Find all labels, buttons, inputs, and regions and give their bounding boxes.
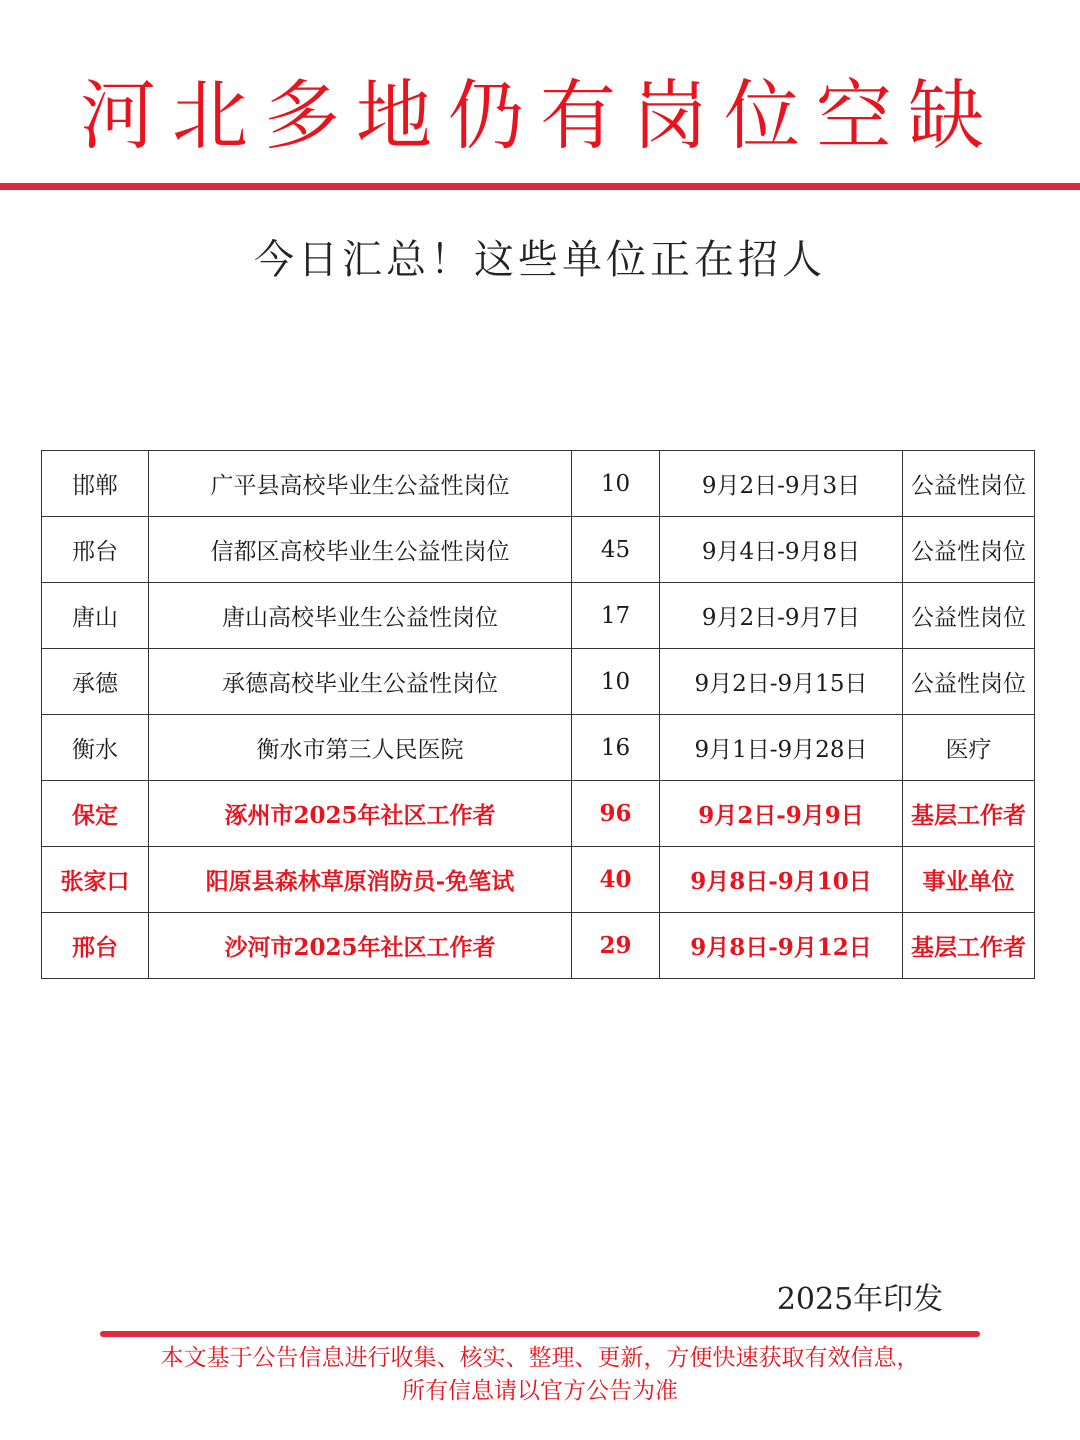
city-cell: 唐山 (42, 583, 149, 649)
period-cell: 9月1日-9月28日 (660, 715, 903, 781)
city-cell: 承德 (42, 649, 149, 715)
category-cell: 医疗 (903, 715, 1035, 781)
footer-divider (100, 1331, 980, 1337)
category-cell: 基层工作者 (903, 781, 1035, 847)
category-cell: 事业单位 (903, 847, 1035, 913)
unit-cell: 信都区高校毕业生公益性岗位 (149, 517, 572, 583)
job-vacancy-table (41, 450, 1035, 979)
category-cell: 公益性岗位 (903, 583, 1035, 649)
count-cell: 10 (572, 451, 660, 517)
category-cell: 公益性岗位 (903, 451, 1035, 517)
table-row (42, 847, 1035, 913)
disclaimer-line-1: 本文基于公告信息进行收集、核实、整理、更新，方便快速获取有效信息， (160, 1345, 920, 1371)
unit-cell: 广平县高校毕业生公益性岗位 (149, 451, 572, 517)
table-row (42, 715, 1035, 781)
category-cell: 公益性岗位 (903, 649, 1035, 715)
table-row (42, 517, 1035, 583)
category-cell: 基层工作者 (903, 913, 1035, 979)
count-cell: 45 (572, 517, 660, 583)
table-row (42, 451, 1035, 517)
count-cell: 17 (572, 583, 660, 649)
period-cell: 9月2日-9月3日 (660, 451, 903, 517)
count-cell: 96 (572, 781, 660, 847)
table-row (42, 649, 1035, 715)
period-cell: 9月2日-9月7日 (660, 583, 903, 649)
category-cell: 公益性岗位 (903, 517, 1035, 583)
unit-cell: 沙河市2025年社区工作者 (149, 913, 572, 979)
unit-cell: 唐山高校毕业生公益性岗位 (149, 583, 572, 649)
unit-cell: 涿州市2025年社区工作者 (149, 781, 572, 847)
period-cell: 9月8日-9月12日 (660, 913, 903, 979)
city-cell: 邢台 (42, 913, 149, 979)
unit-cell: 衡水市第三人民医院 (149, 715, 572, 781)
period-cell: 9月8日-9月10日 (660, 847, 903, 913)
page-subtitle: 今日汇总！这些单位正在招人 (254, 237, 826, 283)
title-divider (0, 183, 1080, 190)
table-row (42, 781, 1035, 847)
period-cell: 9月4日-9月8日 (660, 517, 903, 583)
unit-cell: 阳原县森林草原消防员-免笔试 (149, 847, 572, 913)
issue-date: 2025年印发 (776, 1282, 944, 1317)
page-title: 河北多地仍有岗位空缺 (80, 71, 1000, 160)
disclaimer-line-2: 所有信息请以官方公告为准 (402, 1378, 678, 1404)
count-cell: 16 (572, 715, 660, 781)
city-cell: 邯郸 (42, 451, 149, 517)
disclaimer (0, 1342, 1080, 1408)
city-cell: 保定 (42, 781, 149, 847)
period-cell: 9月2日-9月9日 (660, 781, 903, 847)
count-cell: 29 (572, 913, 660, 979)
table-row (42, 583, 1035, 649)
table-row (42, 913, 1035, 979)
period-cell: 9月2日-9月15日 (660, 649, 903, 715)
city-cell: 张家口 (42, 847, 149, 913)
city-cell: 衡水 (42, 715, 149, 781)
count-cell: 10 (572, 649, 660, 715)
count-cell: 40 (572, 847, 660, 913)
unit-cell: 承德高校毕业生公益性岗位 (149, 649, 572, 715)
city-cell: 邢台 (42, 517, 149, 583)
